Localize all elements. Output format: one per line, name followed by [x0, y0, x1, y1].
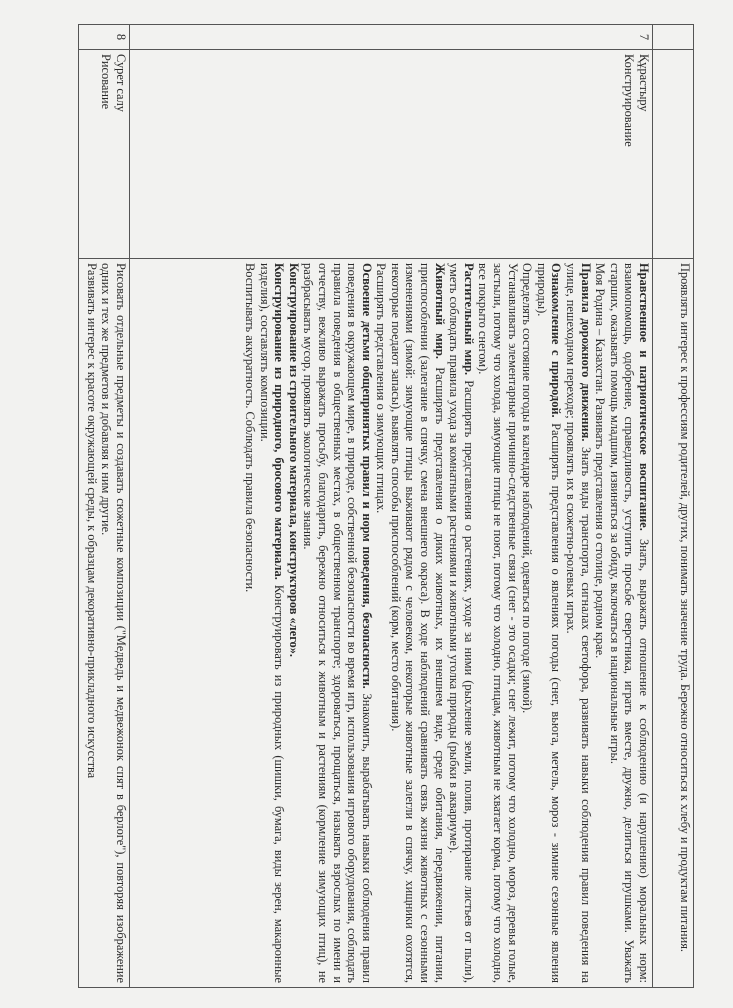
- subject-name: Құрастыру: [637, 54, 651, 112]
- content-paragraph: [534, 263, 563, 983]
- row-number: 8: [79, 25, 130, 50]
- section-heading: Нравственное и патриотическое воспитание.: [637, 263, 651, 531]
- content-paragraph: [242, 263, 257, 983]
- subject-cell: [79, 50, 130, 259]
- subject-name: Сурет салу: [114, 54, 128, 112]
- subject-name: Рисование: [99, 54, 114, 110]
- paragraph-text: Конструировать из природных (шишки, бумага, виды зерен, макаронные изделия), составлять композиции.: [257, 263, 287, 983]
- content-paragraph: [99, 263, 128, 983]
- content-cell: [653, 259, 694, 988]
- content-paragraph: [593, 263, 608, 983]
- content-paragraph: [447, 263, 476, 983]
- content-paragraph: [563, 263, 592, 983]
- content-paragraph: [257, 263, 286, 983]
- paragraph-text: Устанавливать элементарные причинно-следственные связи (снег - это осадки; снег лежит, потому что холодно, мороз, деревья голые, застыли, потому что холода, зимующие птицы не поют, потому что холодно, птицам, животным не хватает корма, потому что холодно, все покрыто снегом).: [476, 263, 520, 983]
- section-heading: Ознакомление с природой.: [549, 263, 564, 418]
- paragraph-text: Расширять представления о растениях, уходе за ними (рыхление земли, полив, протирание листьев от пыли), уметь соблюдать правила ухода за комнатными растениями и животными уголка природы (рыбки в аквариуме).: [447, 263, 476, 984]
- paragraph-text: Развивать интерес к красоте окружающей среды, к образцам декоративно-прикладного искусства: [84, 263, 99, 779]
- content-paragraph: [374, 263, 389, 983]
- section-heading: Правила дорожного движения.: [578, 263, 593, 442]
- paragraph-text: Рисовать отдельные предметы и создавать сюжетные композиции ("Медведь и медвежонок спят в берлоге"), повторяя изображение одних и тех же предметов и добавляя к ним другие.: [99, 263, 128, 983]
- section-heading: Освоение детьми общепринятых правил и норм поведения, безопасности.: [359, 263, 374, 689]
- table-body: [79, 25, 694, 988]
- content-cell: [79, 259, 130, 988]
- paragraph-text: Воспитывать аккуратность. Соблюдать правила безопасности.: [242, 263, 257, 593]
- section-heading: Растительный мир.: [461, 263, 476, 376]
- content-paragraph: [388, 263, 446, 983]
- subject-name: Конструирование: [622, 54, 637, 147]
- content-paragraph: [476, 263, 520, 983]
- content-paragraph: [286, 263, 301, 983]
- paragraph-text: Определять состояние погоды в календаре наблюдений, одеваться по погоде (зимой).: [520, 263, 535, 714]
- content-paragraph: [84, 263, 99, 983]
- paragraph-text: Знать, выражать отношение к соблюдению (и нарушению) моральных норм: взаимопомощь, одобрение, справедливость, уступить просьбе сверстника, играть вместе, дружно, делиться игрушками. Уважать старших, оказывать помощь младшим, извиняться за обиду, включаться в национальные игры.: [607, 263, 651, 983]
- table-row: [130, 25, 653, 988]
- content-paragraph: [301, 263, 374, 983]
- paragraph-text: Моя Родина – Казахстан. Развивать представления о столице, родном крае.: [593, 263, 608, 659]
- content-cell: [130, 259, 653, 988]
- content-paragraph: [607, 263, 651, 983]
- section-heading: Конструирование из природного, бросового материала.: [272, 263, 287, 580]
- content-paragraph: [520, 263, 535, 983]
- paragraph-text: Расширять представления о явлениях погоды (снег, вьюга, метель, мороз - зимние сезонные явления природы).: [534, 263, 564, 983]
- section-heading: Животный мир.: [432, 263, 447, 359]
- row-number: [653, 25, 694, 50]
- paragraph-text: Расширять представления о зимующих птицах.: [374, 263, 389, 514]
- rotated-page: [54, 24, 694, 984]
- row-number: 7: [130, 25, 653, 50]
- paragraph-text: Расширять представления о диких животных, их внешнем виде, среде обитания, передвижении, питании, приспособлении (залегание в спячку, смена внешнего окраса). В ходе наблюдений сравнивать связь жизни животных с сезонными изменениями (зимой: зимующие птицы выживают рядом с человеком, некоторые животные залегли в спячку, хищники охотятся, некоторые поедают запасы), выявлять способы приспособлений (корм, место обитания).: [388, 263, 447, 983]
- paragraph-text: Проявлять интерес к профессиям родителей, других, понимать значение труда. Бережно относиться к хлебу и продуктам питания.: [678, 263, 692, 953]
- paragraph-text: Знакомить, вырабатывать навыки соблюдения правил поведения в окружающем мире, в природе, собственной безопасности во время игр, использования игрового оборудования, соблюдать правила поведения в общественных местах, в общественном транспорте; здороваться, прощаться, называть взрослых по имени и отчеству, вежливо выражать просьбу, благодарить, бережно относиться к животным и растениям (кормление зимующих птиц), не разбрасывать мусор, проявлять экологические знания.: [301, 263, 374, 983]
- paragraph-text: Знать виды транспорта, сигналах светофора, развивать навыки соблюдения правил поведения на улице, пешеходном переходе; проявлять их в сюжетно-ролевых играх.: [564, 263, 593, 983]
- table-row: [79, 25, 130, 988]
- curriculum-table: [78, 24, 694, 988]
- content-paragraph: [677, 263, 692, 983]
- subject-cell: [130, 50, 653, 259]
- subject-cell: [653, 50, 694, 259]
- table-row: [653, 25, 694, 988]
- section-heading: Конструирование из строительного материала, конструкторов «лего».: [286, 263, 301, 657]
